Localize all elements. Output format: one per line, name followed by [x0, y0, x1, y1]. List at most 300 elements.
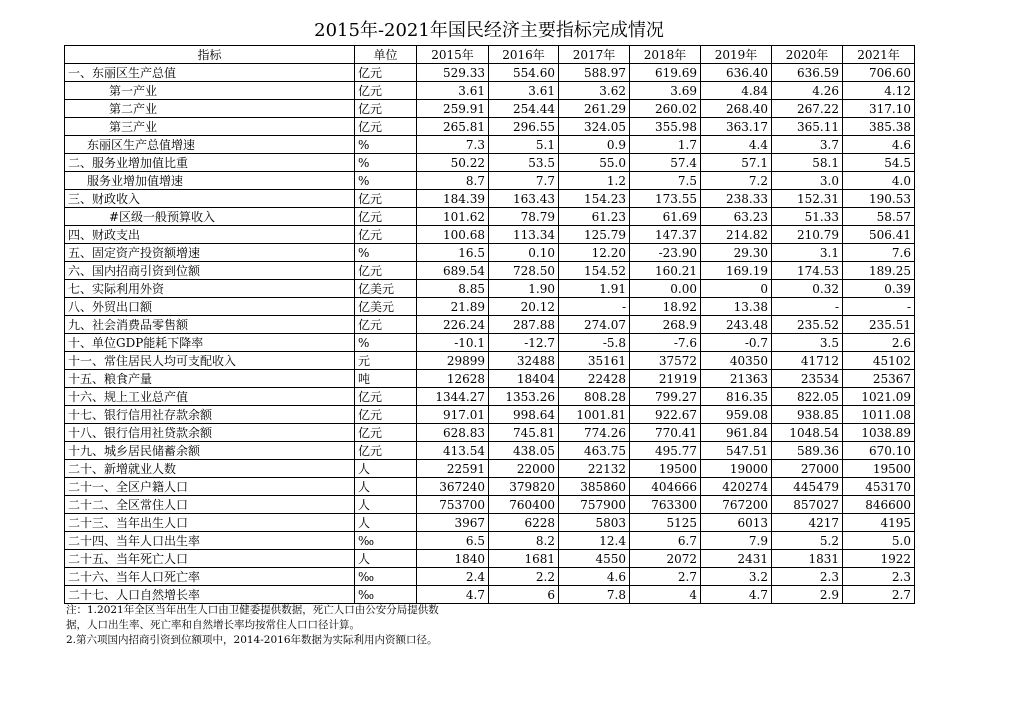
- value-cell: 1.91: [559, 280, 630, 298]
- unit-cell: 亿元: [355, 406, 417, 424]
- unit-cell: 亿美元: [355, 280, 417, 298]
- value-cell: 385.38: [843, 118, 915, 136]
- unit-cell: %: [355, 334, 417, 352]
- value-cell: 57.1: [701, 154, 772, 172]
- value-cell: 101.62: [417, 208, 489, 226]
- table-row: [65, 424, 915, 442]
- indicator-label: 二十一、全区户籍人口: [65, 478, 355, 496]
- value-cell: 808.28: [559, 388, 630, 406]
- value-cell: 2.3: [843, 568, 915, 586]
- value-cell: 385860: [559, 478, 630, 496]
- value-cell: 753700: [417, 496, 489, 514]
- value-cell: 2.7: [843, 586, 915, 604]
- value-cell: 998.64: [489, 406, 559, 424]
- table-row: [65, 442, 915, 460]
- unit-cell: 人: [355, 550, 417, 568]
- table-row: [65, 406, 915, 424]
- value-cell: 4.26: [772, 82, 843, 100]
- value-cell: 154.23: [559, 190, 630, 208]
- value-cell: 745.81: [489, 424, 559, 442]
- table-row: [65, 244, 915, 262]
- value-cell: 922.67: [630, 406, 701, 424]
- table-row: [65, 532, 915, 550]
- value-cell: 21919: [630, 370, 701, 388]
- unit-cell: %: [355, 154, 417, 172]
- indicators-table: [64, 45, 915, 604]
- table-row: [65, 82, 915, 100]
- value-cell: 2.9: [772, 586, 843, 604]
- value-cell: 438.05: [489, 442, 559, 460]
- unit-cell: 亿美元: [355, 298, 417, 316]
- value-cell: 3.69: [630, 82, 701, 100]
- value-cell: 18404: [489, 370, 559, 388]
- value-cell: 8.85: [417, 280, 489, 298]
- value-cell: 274.07: [559, 316, 630, 334]
- value-cell: 18.92: [630, 298, 701, 316]
- value-cell: 636.40: [701, 64, 772, 82]
- value-cell: 1922: [843, 550, 915, 568]
- table-row: [65, 190, 915, 208]
- value-cell: 7.9: [701, 532, 772, 550]
- header-year: 2018年: [630, 46, 701, 64]
- value-cell: 5.1: [489, 136, 559, 154]
- value-cell: 54.5: [843, 154, 915, 172]
- value-cell: 23534: [772, 370, 843, 388]
- value-cell: 4: [630, 586, 701, 604]
- indicator-label: 二、服务业增加值比重: [65, 154, 355, 172]
- value-cell: 6228: [489, 514, 559, 532]
- table-row: [65, 64, 915, 82]
- value-cell: 0.10: [489, 244, 559, 262]
- value-cell: 5803: [559, 514, 630, 532]
- value-cell: -: [559, 298, 630, 316]
- value-cell: 41712: [772, 352, 843, 370]
- unit-cell: 亿元: [355, 262, 417, 280]
- value-cell: 6.7: [630, 532, 701, 550]
- value-cell: 254.44: [489, 100, 559, 118]
- value-cell: 589.36: [772, 442, 843, 460]
- value-cell: 29.30: [701, 244, 772, 262]
- value-cell: 184.39: [417, 190, 489, 208]
- unit-cell: 亿元: [355, 424, 417, 442]
- table-row: [65, 370, 915, 388]
- footnote-line: 据，人口出生率、死亡率和自然增长率均按常住人口口径计算。: [66, 619, 360, 631]
- value-cell: 4550: [559, 550, 630, 568]
- value-cell: 0.00: [630, 280, 701, 298]
- unit-cell: ‰: [355, 532, 417, 550]
- value-cell: 7.6: [843, 244, 915, 262]
- value-cell: 846600: [843, 496, 915, 514]
- value-cell: 7.3: [417, 136, 489, 154]
- value-cell: 728.50: [489, 262, 559, 280]
- value-cell: 1344.27: [417, 388, 489, 406]
- value-cell: 100.68: [417, 226, 489, 244]
- value-cell: 154.52: [559, 262, 630, 280]
- value-cell: 32488: [489, 352, 559, 370]
- value-cell: 6013: [701, 514, 772, 532]
- table-row: [65, 298, 915, 316]
- value-cell: 152.31: [772, 190, 843, 208]
- value-cell: 268.9: [630, 316, 701, 334]
- unit-cell: 亿元: [355, 64, 417, 82]
- indicator-label: 六、国内招商引资到位额: [65, 262, 355, 280]
- table-row: [65, 280, 915, 298]
- unit-cell: ‰: [355, 568, 417, 586]
- table-row: [65, 460, 915, 478]
- value-cell: 22000: [489, 460, 559, 478]
- value-cell: 174.53: [772, 262, 843, 280]
- value-cell: 19000: [701, 460, 772, 478]
- value-cell: 243.48: [701, 316, 772, 334]
- value-cell: 961.84: [701, 424, 772, 442]
- value-cell: 4.7: [701, 586, 772, 604]
- table-row: [65, 388, 915, 406]
- unit-cell: 亿元: [355, 190, 417, 208]
- value-cell: 210.79: [772, 226, 843, 244]
- value-cell: 706.60: [843, 64, 915, 82]
- table-row: [65, 118, 915, 136]
- value-cell: 4217: [772, 514, 843, 532]
- value-cell: 173.55: [630, 190, 701, 208]
- value-cell: 4.7: [417, 586, 489, 604]
- value-cell: 163.43: [489, 190, 559, 208]
- value-cell: 287.88: [489, 316, 559, 334]
- indicator-label: 十九、城乡居民储蓄余额: [65, 442, 355, 460]
- value-cell: 506.41: [843, 226, 915, 244]
- value-cell: 61.23: [559, 208, 630, 226]
- value-cell: 4.4: [701, 136, 772, 154]
- value-cell: 3967: [417, 514, 489, 532]
- value-cell: 0: [701, 280, 772, 298]
- unit-cell: ‰: [355, 586, 417, 604]
- value-cell: 1.2: [559, 172, 630, 190]
- indicator-label: 二十七、人口自然增长率: [65, 586, 355, 604]
- value-cell: 12628: [417, 370, 489, 388]
- value-cell: 822.05: [772, 388, 843, 406]
- value-cell: 7.5: [630, 172, 701, 190]
- value-cell: 189.25: [843, 262, 915, 280]
- table-body: [65, 64, 915, 604]
- indicator-label: 二十三、当年出生人口: [65, 514, 355, 532]
- value-cell: 4.0: [843, 172, 915, 190]
- value-cell: 760400: [489, 496, 559, 514]
- value-cell: 7.7: [489, 172, 559, 190]
- value-cell: 4.12: [843, 82, 915, 100]
- unit-cell: 亿元: [355, 388, 417, 406]
- value-cell: 0.39: [843, 280, 915, 298]
- value-cell: 40350: [701, 352, 772, 370]
- table-row: [65, 568, 915, 586]
- unit-cell: %: [355, 136, 417, 154]
- table-row: [65, 154, 915, 172]
- value-cell: 413.54: [417, 442, 489, 460]
- unit-cell: 人: [355, 496, 417, 514]
- value-cell: 169.19: [701, 262, 772, 280]
- table-row: [65, 352, 915, 370]
- value-cell: 29899: [417, 352, 489, 370]
- value-cell: 636.59: [772, 64, 843, 82]
- value-cell: -12.7: [489, 334, 559, 352]
- value-cell: -: [772, 298, 843, 316]
- value-cell: 147.37: [630, 226, 701, 244]
- value-cell: 619.69: [630, 64, 701, 82]
- value-cell: 21.89: [417, 298, 489, 316]
- indicator-label: 三、财政收入: [65, 190, 355, 208]
- value-cell: 160.21: [630, 262, 701, 280]
- unit-cell: 亿元: [355, 82, 417, 100]
- unit-cell: %: [355, 244, 417, 262]
- value-cell: 267.22: [772, 100, 843, 118]
- value-cell: 689.54: [417, 262, 489, 280]
- value-cell: 670.10: [843, 442, 915, 460]
- value-cell: 959.08: [701, 406, 772, 424]
- header-year: 2021年: [843, 46, 915, 64]
- value-cell: 2.4: [417, 568, 489, 586]
- value-cell: 50.22: [417, 154, 489, 172]
- value-cell: 757900: [559, 496, 630, 514]
- value-cell: 35161: [559, 352, 630, 370]
- indicator-label: 十、单位GDP能耗下降率: [65, 334, 355, 352]
- value-cell: -7.6: [630, 334, 701, 352]
- indicator-label: 七、实际利用外资: [65, 280, 355, 298]
- indicator-label: 第三产业: [65, 118, 355, 136]
- value-cell: 3.5: [772, 334, 843, 352]
- value-cell: 265.81: [417, 118, 489, 136]
- value-cell: 1681: [489, 550, 559, 568]
- unit-cell: 亿元: [355, 208, 417, 226]
- value-cell: 13.38: [701, 298, 772, 316]
- unit-cell: 吨: [355, 370, 417, 388]
- value-cell: 20.12: [489, 298, 559, 316]
- footnotes: [66, 603, 866, 648]
- value-cell: 588.97: [559, 64, 630, 82]
- unit-cell: 亿元: [355, 316, 417, 334]
- unit-cell: 人: [355, 478, 417, 496]
- value-cell: 4.84: [701, 82, 772, 100]
- table-row: [65, 514, 915, 532]
- value-cell: 57.4: [630, 154, 701, 172]
- header-year: 2020年: [772, 46, 843, 64]
- value-cell: 3.1: [772, 244, 843, 262]
- page-title: 2015年-2021年国民经济主要指标完成情况: [314, 20, 664, 41]
- value-cell: 1.90: [489, 280, 559, 298]
- footnote-line: 注：1.2021年全区当年出生人口由卫健委提供数据，死亡人口由公安分局提供数: [66, 604, 439, 616]
- value-cell: 3.0: [772, 172, 843, 190]
- value-cell: 770.41: [630, 424, 701, 442]
- table-row: [65, 316, 915, 334]
- value-cell: 226.24: [417, 316, 489, 334]
- footnote-line: 2.第六项国内招商引资到位额项中，2014-2016年数据为实际利用内资额口径。: [66, 634, 438, 646]
- indicator-label: 服务业增加值增速: [65, 172, 355, 190]
- value-cell: -: [843, 298, 915, 316]
- value-cell: 22591: [417, 460, 489, 478]
- value-cell: 554.60: [489, 64, 559, 82]
- value-cell: 8.2: [489, 532, 559, 550]
- value-cell: 22428: [559, 370, 630, 388]
- value-cell: 365.11: [772, 118, 843, 136]
- value-cell: 0.32: [772, 280, 843, 298]
- value-cell: 547.51: [701, 442, 772, 460]
- indicator-label: 十五、粮食产量: [65, 370, 355, 388]
- value-cell: 4.6: [559, 568, 630, 586]
- indicator-label: 十八、银行信用社贷款余额: [65, 424, 355, 442]
- value-cell: 628.83: [417, 424, 489, 442]
- value-cell: 938.85: [772, 406, 843, 424]
- value-cell: 3.62: [559, 82, 630, 100]
- value-cell: 0.9: [559, 136, 630, 154]
- indicator-label: 五、固定资产投资额增速: [65, 244, 355, 262]
- value-cell: 6.5: [417, 532, 489, 550]
- value-cell: 2.2: [489, 568, 559, 586]
- indicator-label: 九、社会消费品零售额: [65, 316, 355, 334]
- value-cell: 260.02: [630, 100, 701, 118]
- table-row: [65, 586, 915, 604]
- table-row: [65, 136, 915, 154]
- value-cell: 4195: [843, 514, 915, 532]
- value-cell: 1038.89: [843, 424, 915, 442]
- indicator-label: 二十五、当年死亡人口: [65, 550, 355, 568]
- value-cell: 214.82: [701, 226, 772, 244]
- value-cell: 1840: [417, 550, 489, 568]
- table-row: [65, 478, 915, 496]
- indicator-label: 东丽区生产总值增速: [65, 136, 355, 154]
- indicator-label: 四、财政支出: [65, 226, 355, 244]
- value-cell: 8.7: [417, 172, 489, 190]
- value-cell: 12.20: [559, 244, 630, 262]
- value-cell: 53.5: [489, 154, 559, 172]
- value-cell: -23.90: [630, 244, 701, 262]
- indicator-label: 二十二、全区常住人口: [65, 496, 355, 514]
- value-cell: 12.4: [559, 532, 630, 550]
- value-cell: 463.75: [559, 442, 630, 460]
- value-cell: 2072: [630, 550, 701, 568]
- table-row: [65, 262, 915, 280]
- value-cell: 37572: [630, 352, 701, 370]
- value-cell: 1831: [772, 550, 843, 568]
- table-row: [65, 100, 915, 118]
- value-cell: -5.8: [559, 334, 630, 352]
- value-cell: 317.10: [843, 100, 915, 118]
- value-cell: 4.6: [843, 136, 915, 154]
- value-cell: 324.05: [559, 118, 630, 136]
- value-cell: 7.2: [701, 172, 772, 190]
- value-cell: 51.33: [772, 208, 843, 226]
- value-cell: 774.26: [559, 424, 630, 442]
- value-cell: 857027: [772, 496, 843, 514]
- table-row: [65, 334, 915, 352]
- value-cell: 355.98: [630, 118, 701, 136]
- value-cell: 261.29: [559, 100, 630, 118]
- indicator-label: 二十六、当年人口死亡率: [65, 568, 355, 586]
- value-cell: 268.40: [701, 100, 772, 118]
- table-row: [65, 208, 915, 226]
- unit-cell: 人: [355, 460, 417, 478]
- value-cell: 363.17: [701, 118, 772, 136]
- indicator-label: 二十四、当年人口出生率: [65, 532, 355, 550]
- value-cell: 125.79: [559, 226, 630, 244]
- value-cell: 3.2: [701, 568, 772, 586]
- value-cell: 19500: [843, 460, 915, 478]
- value-cell: 55.0: [559, 154, 630, 172]
- unit-cell: %: [355, 172, 417, 190]
- value-cell: 25367: [843, 370, 915, 388]
- indicator-label: 十六、规上工业总产值: [65, 388, 355, 406]
- value-cell: 420274: [701, 478, 772, 496]
- value-cell: 238.33: [701, 190, 772, 208]
- value-cell: 2.3: [772, 568, 843, 586]
- header-row: [65, 46, 915, 64]
- value-cell: 6: [489, 586, 559, 604]
- value-cell: 379820: [489, 478, 559, 496]
- value-cell: 113.34: [489, 226, 559, 244]
- value-cell: 63.23: [701, 208, 772, 226]
- value-cell: 2431: [701, 550, 772, 568]
- value-cell: 296.55: [489, 118, 559, 136]
- indicator-label: 十一、常住居民人均可支配收入: [65, 352, 355, 370]
- value-cell: 453170: [843, 478, 915, 496]
- indicator-label: #区级一般预算收入: [65, 208, 355, 226]
- indicator-label: 一、东丽区生产总值: [65, 64, 355, 82]
- value-cell: 16.5: [417, 244, 489, 262]
- indicator-label: 十七、银行信用社存款余额: [65, 406, 355, 424]
- value-cell: 5125: [630, 514, 701, 532]
- unit-cell: 亿元: [355, 100, 417, 118]
- value-cell: 5.2: [772, 532, 843, 550]
- value-cell: 21363: [701, 370, 772, 388]
- table-row: [65, 226, 915, 244]
- value-cell: 917.01: [417, 406, 489, 424]
- value-cell: 1011.08: [843, 406, 915, 424]
- value-cell: 445479: [772, 478, 843, 496]
- value-cell: 529.33: [417, 64, 489, 82]
- header-year: 2017年: [559, 46, 630, 64]
- value-cell: 7.8: [559, 586, 630, 604]
- value-cell: 495.77: [630, 442, 701, 460]
- value-cell: -0.7: [701, 334, 772, 352]
- header-year: 2019年: [701, 46, 772, 64]
- value-cell: 1353.26: [489, 388, 559, 406]
- value-cell: 799.27: [630, 388, 701, 406]
- unit-cell: 元: [355, 352, 417, 370]
- header-unit: 单位: [355, 46, 417, 64]
- value-cell: 19500: [630, 460, 701, 478]
- value-cell: 2.7: [630, 568, 701, 586]
- value-cell: 58.57: [843, 208, 915, 226]
- value-cell: 404666: [630, 478, 701, 496]
- value-cell: 58.1: [772, 154, 843, 172]
- value-cell: 22132: [559, 460, 630, 478]
- header-year: 2015年: [417, 46, 489, 64]
- value-cell: 3.7: [772, 136, 843, 154]
- unit-cell: 亿元: [355, 118, 417, 136]
- value-cell: 763300: [630, 496, 701, 514]
- value-cell: 27000: [772, 460, 843, 478]
- value-cell: 235.51: [843, 316, 915, 334]
- indicator-label: 第二产业: [65, 100, 355, 118]
- value-cell: 190.53: [843, 190, 915, 208]
- unit-cell: 亿元: [355, 442, 417, 460]
- value-cell: 367240: [417, 478, 489, 496]
- indicator-label: 二十、新增就业人数: [65, 460, 355, 478]
- value-cell: 45102: [843, 352, 915, 370]
- value-cell: 3.61: [417, 82, 489, 100]
- table-row: [65, 550, 915, 568]
- value-cell: -10.1: [417, 334, 489, 352]
- unit-cell: 亿元: [355, 226, 417, 244]
- value-cell: 1048.54: [772, 424, 843, 442]
- table-row: [65, 496, 915, 514]
- value-cell: 61.69: [630, 208, 701, 226]
